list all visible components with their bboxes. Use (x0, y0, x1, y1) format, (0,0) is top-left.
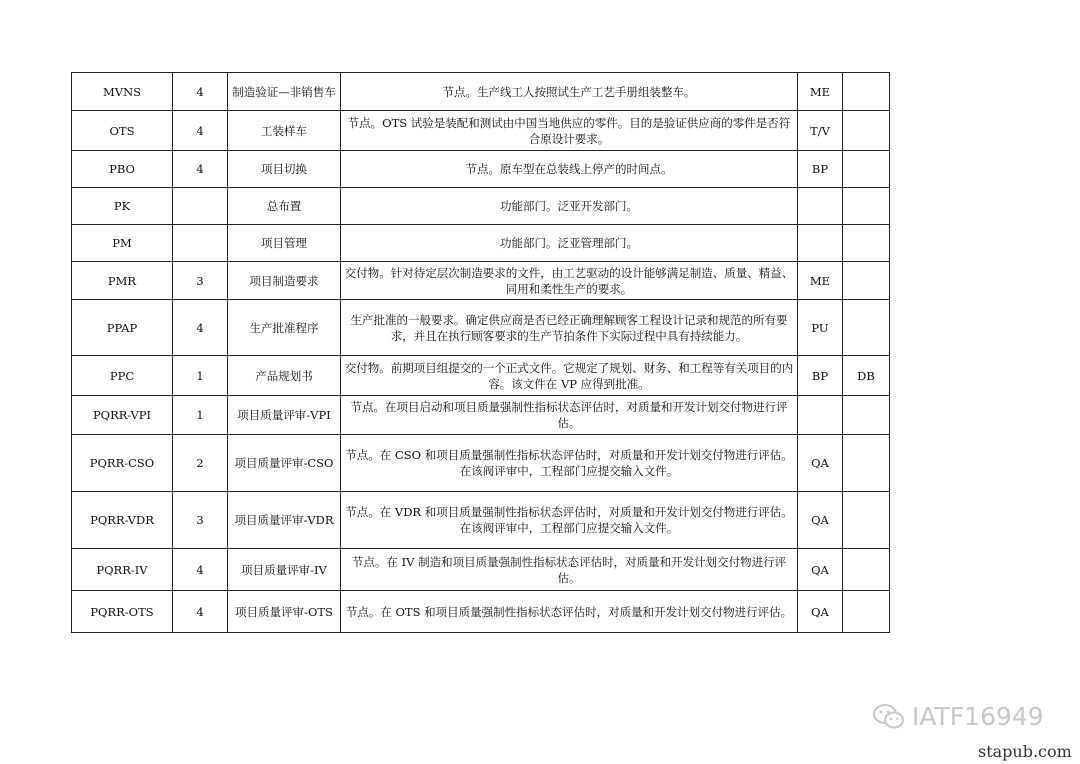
extra-code (843, 262, 890, 300)
term-name: 项目制造要求 (228, 262, 341, 300)
table-row (72, 151, 890, 188)
extra-code (843, 300, 890, 356)
table-row (72, 225, 890, 262)
table-row (72, 188, 890, 225)
term-definition: 节点。生产线工人按照试生产工艺手册组装整车。 (341, 73, 798, 111)
extra-code (843, 396, 890, 435)
term-code: PQRR-VDR (72, 492, 173, 549)
phase-number: 2 (173, 435, 228, 492)
term-code: PPC (72, 356, 173, 396)
owner-code: QA (798, 492, 843, 549)
term-definition: 节点。原车型在总装线上停产的时间点。 (341, 151, 798, 188)
extra-code (843, 225, 890, 262)
owner-code: PU (798, 300, 843, 356)
term-definition: 生产批准的一般要求。确定供应商是否已经正确理解顾客工程设计记录和规范的所有要求，并且在执行顾客要求的生产节拍条件下实际过程中具有持续能力。 (341, 300, 798, 356)
term-definition: 节点。在 CSO 和项目质量强制性指标状态评估时，对质量和开发计划交付物进行评估。在该阀评审中，工程部门应提交输入文件。 (341, 435, 798, 492)
term-code: PMR (72, 262, 173, 300)
phase-number: 4 (173, 111, 228, 151)
table-row (72, 396, 890, 435)
extra-code (843, 435, 890, 492)
table-row (72, 549, 890, 591)
term-code: PBO (72, 151, 173, 188)
term-name: 总布置 (228, 188, 341, 225)
phase-number: 1 (173, 356, 228, 396)
extra-code (843, 188, 890, 225)
term-name: 工装样车 (228, 111, 341, 151)
owner-code: ME (798, 262, 843, 300)
table-row (72, 111, 890, 151)
phase-number (173, 188, 228, 225)
phase-number: 4 (173, 151, 228, 188)
phase-number: 3 (173, 492, 228, 549)
table-row (72, 262, 890, 300)
term-definition: 节点。在 IV 制造和项目质量强制性指标状态评估时，对质量和开发计划交付物进行评估。 (341, 549, 798, 591)
term-code: PPAP (72, 300, 173, 356)
term-name: 生产批准程序 (228, 300, 341, 356)
owner-code: QA (798, 591, 843, 633)
owner-code: BP (798, 151, 843, 188)
term-code: PQRR-VPI (72, 396, 173, 435)
extra-code (843, 492, 890, 549)
wechat-icon (872, 703, 906, 731)
term-name: 项目质量评审-OTS (228, 591, 341, 633)
term-code: PM (72, 225, 173, 262)
extra-code: DB (843, 356, 890, 396)
term-definition: 交付物。前期项目组提交的一个正式文件。它规定了规划、财务、和工程等有关项目的内容。该文件在 VP 应得到批准。 (341, 356, 798, 396)
term-code: MVNS (72, 73, 173, 111)
table-row (72, 492, 890, 549)
term-name: 项目质量评审-CSO (228, 435, 341, 492)
extra-code (843, 549, 890, 591)
term-definition: 节点。在项目启动和项目质量强制性指标状态评估时，对质量和开发计划交付物进行评估。 (341, 396, 798, 435)
site-url: stapub.com (978, 742, 1072, 761)
extra-code (843, 73, 890, 111)
term-code: PQRR-IV (72, 549, 173, 591)
term-name: 项目管理 (228, 225, 341, 262)
owner-code: BP (798, 356, 843, 396)
extra-code (843, 151, 890, 188)
owner-code: QA (798, 549, 843, 591)
term-definition: 节点。在 OTS 和项目质量强制性指标状态评估时，对质量和开发计划交付物进行评估。 (341, 591, 798, 633)
term-name: 制造验证—非销售车 (228, 73, 341, 111)
table-row (72, 356, 890, 396)
term-code: PK (72, 188, 173, 225)
term-code: PQRR-CSO (72, 435, 173, 492)
table-row (72, 300, 890, 356)
term-name: 项目质量评审-VPI (228, 396, 341, 435)
table-row (72, 591, 890, 633)
term-code: PQRR-OTS (72, 591, 173, 633)
phase-number: 4 (173, 300, 228, 356)
term-name: 产品规划书 (228, 356, 341, 396)
owner-code (798, 225, 843, 262)
term-code: OTS (72, 111, 173, 151)
phase-number: 4 (173, 591, 228, 633)
terms-table (71, 72, 890, 633)
extra-code (843, 111, 890, 151)
extra-code (843, 591, 890, 633)
term-definition: 节点。OTS 试验是装配和测试由中国当地供应的零件。目的是验证供应商的零件是否符合原设计要求。 (341, 111, 798, 151)
term-name: 项目质量评审-VDR (228, 492, 341, 549)
term-definition: 节点。在 VDR 和项目质量强制性指标状态评估时，对质量和开发计划交付物进行评估。在该阀评审中，工程部门应提交输入文件。 (341, 492, 798, 549)
owner-code: ME (798, 73, 843, 111)
phase-number: 4 (173, 73, 228, 111)
phase-number: 1 (173, 396, 228, 435)
table-row (72, 73, 890, 111)
term-name: 项目切换 (228, 151, 341, 188)
table-row (72, 435, 890, 492)
owner-code (798, 396, 843, 435)
phase-number (173, 225, 228, 262)
owner-code: QA (798, 435, 843, 492)
phase-number: 3 (173, 262, 228, 300)
phase-number: 4 (173, 549, 228, 591)
watermark (872, 702, 1044, 731)
owner-code (798, 188, 843, 225)
term-definition: 功能部门。泛亚管理部门。 (341, 225, 798, 262)
term-definition: 交付物。针对待定层次制造要求的文件，由工艺驱动的设计能够满足制造、质量、精益、同用和柔性生产的要求。 (341, 262, 798, 300)
term-name: 项目质量评审-IV (228, 549, 341, 591)
terms-table-body (72, 73, 890, 633)
owner-code: T/V (798, 111, 843, 151)
term-definition: 功能部门。泛亚开发部门。 (341, 188, 798, 225)
watermark-text: IATF16949 (912, 702, 1044, 731)
